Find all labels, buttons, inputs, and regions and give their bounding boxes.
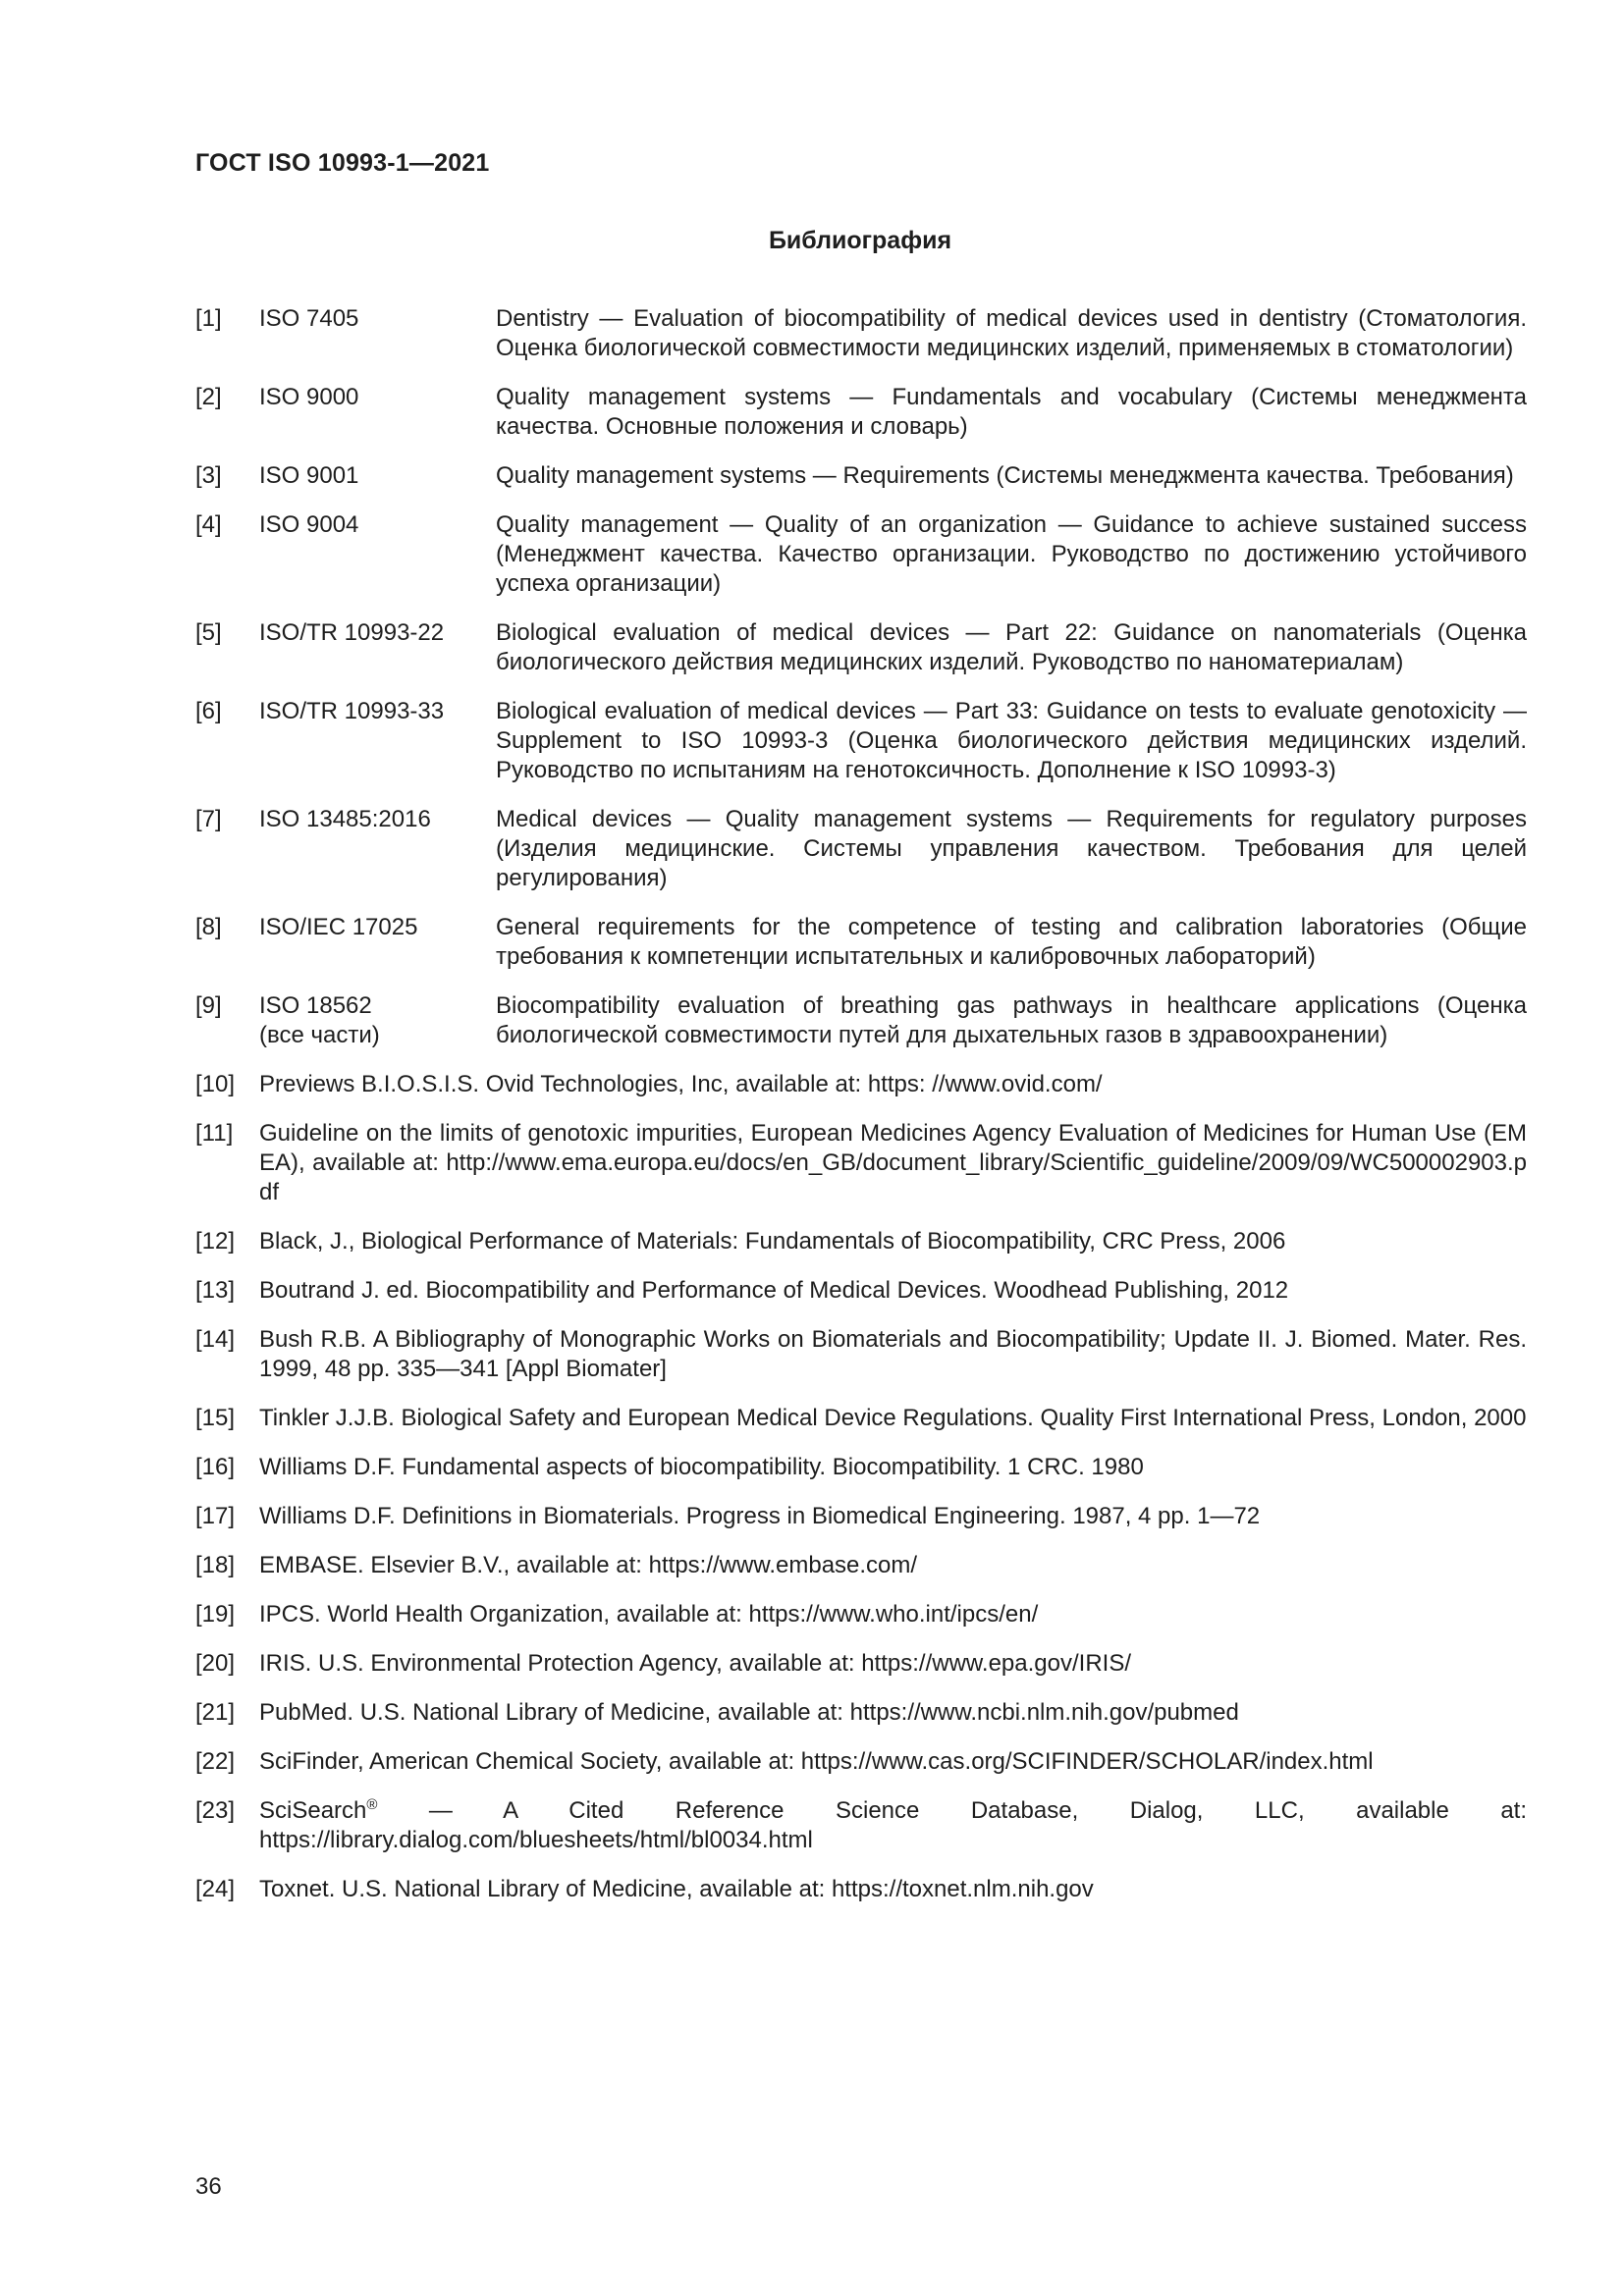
reference-number: [13] [195,1277,236,1304]
reference-entry [195,1649,1527,1679]
reference-number: [16] [195,1454,236,1480]
reference-text: PubMed. U.S. National Library of Medicine, available at: https://www.ncbi.nlm.nih.gov/pubmed [259,1699,1239,1726]
reference-text: IPCS. World Health Organization, available at: https://www.who.int/ipcs/en/ [259,1601,1039,1628]
reference-number: [6] [195,698,222,724]
reference-number: [3] [195,462,222,489]
reference-entry [195,510,1527,599]
reference-description: Quality management systems — Fundamentals and vocabulary (Системы менеджмента качества. Основные положения и словарь) [496,384,1527,440]
reference-text: Williams D.F. Definitions in Biomaterials. Progress in Biomedical Engineering. 1987, 4 pp. 1—72 [259,1503,1261,1529]
reference-entry [195,1875,1527,1904]
reference-number: [21] [195,1699,236,1726]
reference-standard-id: ISO 18562 [259,992,372,1019]
reference-number: [4] [195,511,222,538]
reference-number: [1] [195,305,222,332]
reference-text: IRIS. U.S. Environmental Protection Agency, available at: https://www.epa.gov/IRIS/ [259,1650,1131,1677]
reference-text: Tinkler J.J.B. Biological Safety and European Medical Device Regulations. Quality First International Press, London, 2000 [259,1405,1527,1431]
reference-text-lead: SciSearch [259,1797,367,1824]
document-code: ГОСТ ISO 10993-1—2021 [195,149,490,177]
reference-standard-id: ISO 9000 [259,384,359,410]
reference-number: [18] [195,1552,236,1578]
reference-entry [195,1796,1527,1855]
reference-standard-id: ISO/IEC 17025 [259,914,418,940]
reference-entry [195,618,1527,677]
reference-text-block [259,1796,1527,1855]
page-number: 36 [195,2173,222,2200]
reference-number: [11] [195,1120,234,1147]
reference-entry [195,1404,1527,1433]
reference-standard-id-block [259,991,496,1050]
reference-number: [19] [195,1601,236,1628]
reference-number: [20] [195,1650,236,1677]
reference-number: [15] [195,1405,236,1431]
reference-entry [195,697,1527,785]
reference-description: Biological evaluation of medical devices — Part 33: Guidance on tests to evaluate genotoxicity — Supplement to ISO 10993-3 (Оценка биологического действия медицинских изделий. Руководство по испытаниям на генотоксичность. Дополнение к ISO 10993-3) [496,698,1527,783]
reference-standard-id: ISO 9001 [259,462,359,489]
reference-description: Quality management — Quality of an organization — Guidance to achieve sustained success (Менеджмент качества. Качество организации. Руководство по достижению устойчивого успеха организации) [496,511,1527,597]
reference-entry [195,1747,1527,1777]
reference-text: Black, J., Biological Performance of Materials: Fundamentals of Biocompatibility, CRC Press, 2006 [259,1228,1286,1255]
reference-number: [22] [195,1748,236,1775]
reference-description: Quality management systems — Requirements (Системы менеджмента качества. Требования) [496,462,1514,489]
reference-standard-id: ISO 13485:2016 [259,806,431,832]
reference-text: — A Cited Reference Science Database, Dialog, LLC, available at: https://library.dialog.com/bluesheets/html/bl0034.html [259,1797,1527,1853]
reference-number: [2] [195,384,222,410]
reference-description: Biocompatibility evaluation of breathing gas pathways in healthcare applications (Оценка биологической совместимости путей для дыхательных газов в здравоохранении) [496,992,1527,1048]
reference-number: [5] [195,619,222,646]
reference-entry [195,991,1527,1050]
reference-number: [7] [195,806,222,832]
reference-number: [9] [195,992,222,1019]
reference-entry [195,1600,1527,1629]
reference-standard-id-note: (все части) [259,1022,380,1048]
reference-number: [17] [195,1503,236,1529]
reference-number: [14] [195,1326,236,1353]
reference-entry [195,1227,1527,1256]
reference-number: [23] [195,1797,236,1824]
reference-description: Medical devices — Quality management systems — Requirements for regulatory purposes (Изделия медицинские. Системы управления качеством. Требования для целей регулирования) [496,806,1527,891]
reference-standard-id: ISO 7405 [259,305,359,332]
reference-entry [195,383,1527,442]
reference-entry [195,1325,1527,1384]
reference-number: [8] [195,914,222,940]
reference-entry [195,304,1527,363]
section-title: Библиография [768,227,952,254]
reference-entry [195,805,1527,893]
reference-description: General requirements for the competence of testing and calibration laboratories (Общие требования к компетенции испытательных и калибровочных лабораторий) [496,914,1527,970]
reference-text: Boutrand J. ed. Biocompatibility and Performance of Medical Devices. Woodhead Publishing, 2012 [259,1277,1289,1304]
reference-number: [12] [195,1228,236,1255]
reference-description: Dentistry — Evaluation of biocompatibility of medical devices used in dentistry (Стоматология. Оценка биологической совместимости медицинских изделий, применяемых в стоматологии) [496,305,1527,361]
reference-text: EMBASE. Elsevier B.V., available at: https://www.embase.com/ [259,1552,918,1578]
bibliography-list [195,304,1527,1924]
reference-entry [195,913,1527,972]
reference-standard-id: ISO/TR 10993-22 [259,619,445,646]
reference-entry [195,461,1527,491]
reference-entry [195,1070,1527,1099]
reference-entry [195,1551,1527,1580]
reference-entry [195,1502,1527,1531]
reference-entry [195,1276,1527,1306]
reference-entry [195,1119,1527,1207]
reference-text: Bush R.B. A Bibliography of Monographic Works on Biomaterials and Biocompatibility; Update II. J. Biomed. Mater. Res. 1999, 48 pp. 335—341 [Appl Biomater] [259,1326,1527,1382]
reference-entry [195,1453,1527,1482]
reference-text: Toxnet. U.S. National Library of Medicine, available at: https://toxnet.nlm.nih.gov [259,1876,1094,1902]
reference-text: Previews B.I.O.S.I.S. Ovid Technologies, Inc, available at: https: //www.ovid.com/ [259,1071,1103,1097]
reference-text: Williams D.F. Fundamental aspects of biocompatibility. Biocompatibility. 1 CRC. 1980 [259,1454,1144,1480]
reference-number: [24] [195,1876,236,1902]
reference-text: SciFinder, American Chemical Society, available at: https://www.cas.org/SCIFINDER/SCHOLAR/index.html [259,1748,1374,1775]
reference-standard-id: ISO/TR 10993-33 [259,698,445,724]
reference-text: Guideline on the limits of genotoxic impurities, European Medicines Agency Evaluation of Medicines for Human Use (EMEA), available at: http://www.ema.europa.eu/docs/en_GB/document_library/Scientific_guideline/2009/09/WC500002903.pdf [259,1120,1527,1205]
registered-mark: ® [366,1796,378,1813]
reference-standard-id: ISO 9004 [259,511,359,538]
reference-number: [10] [195,1071,236,1097]
reference-entry [195,1698,1527,1728]
reference-description: Biological evaluation of medical devices — Part 22: Guidance on nanomaterials (Оценка биологического действия медицинских изделий. Руководство по наноматериалам) [496,619,1527,675]
